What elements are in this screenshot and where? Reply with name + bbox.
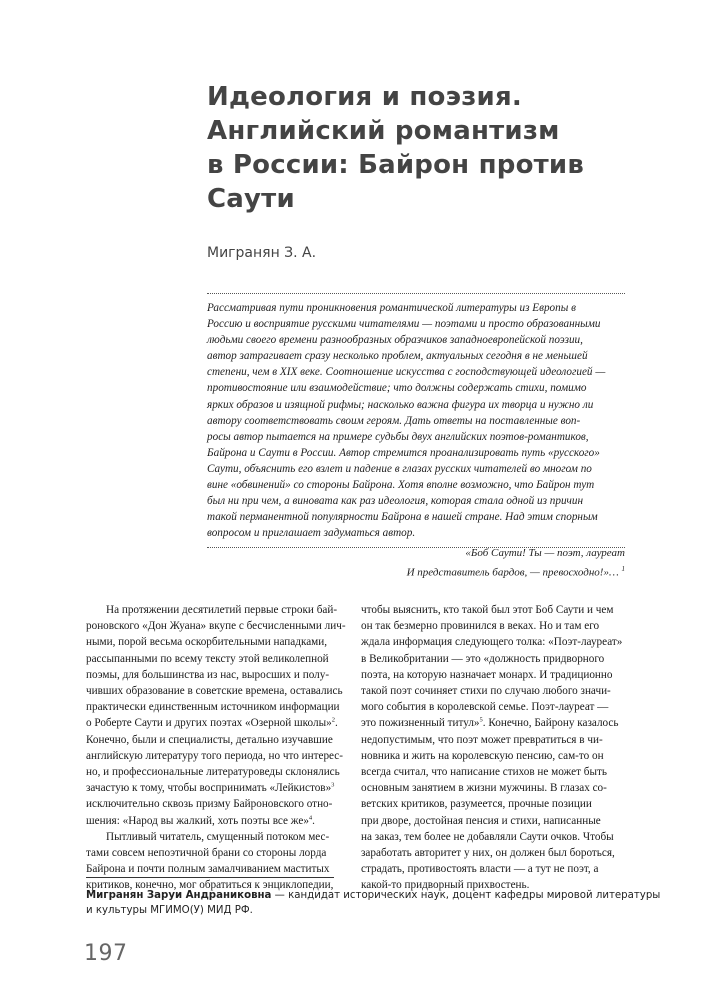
footnote-ref[interactable]: 3 (331, 781, 335, 789)
body-text-line: Пытливый читатель, смущенный потоком мес- (106, 830, 330, 843)
body-text-line: тами совсем непоэтичной брани со стороны лорда (86, 847, 327, 860)
body-text-line: поэмы, для большинства из нас, выросших и полу- (86, 668, 330, 681)
body-text-line: английскую литературу того периода, но что интерес- (86, 749, 343, 762)
body-text-line: ветских критиков, разумеется, прочные позиции (361, 798, 592, 811)
footnote-ref[interactable]: 5 (479, 716, 483, 724)
footnote-ref[interactable]: 4 (308, 813, 313, 821)
abstract-line: вине «обвинений» со стороны Байрона. Хотя вполне возможно, что Байрон тут (207, 479, 595, 492)
abstract-line: противостояние или взаимодействие; что должны содержать стихи, помимо (207, 382, 587, 395)
abstract-block (207, 293, 625, 548)
body-text-line: на заказ, тем более не добавляли Саути очков. Чтобы (361, 830, 614, 843)
body-text-line: критиков, конечно, мог обратиться к энциклопедии, (86, 879, 334, 892)
epigraph-line: «Боб Саути! Ты — поэт, лауреат (465, 547, 625, 559)
author-full-name: Мигранян Заруи Андраниковна (86, 890, 272, 901)
author-note-text: и культуры МГИМО(У) МИД РФ. (86, 904, 253, 916)
body-text-line: недопустимым, что поэт может превратиться в чи- (361, 733, 603, 746)
body-text-line: ждала информация следующего толка: «Поэт-лауреат» (361, 636, 623, 649)
abstract-line: ярких образов и изящной рифмы; насколько важна фигура их творца и нужно ли (207, 398, 594, 411)
author-note (86, 889, 660, 918)
body-column-left (86, 602, 352, 894)
footnote-ref[interactable]: 1 (621, 565, 625, 573)
body-text-line: страдать, противостоять власти — а тут не поэт, а (361, 863, 599, 876)
body-text-line: зачастую к тому, чтобы воспринимать «Лейкистов»$^3$ (86, 781, 335, 795)
body-text-line: это пожизненный титул»$^5$. Конечно, Байрону казалось (361, 716, 619, 730)
body-text-line: при дворе, достойная пенсия и стихи, написанные (361, 814, 601, 827)
abstract-line: автор затрагивает сразу несколько проблем, актуальных сегодня в не меньшей (207, 350, 588, 363)
body-text-line: мого события в королевской семье. Поэт-лауреат — (361, 701, 609, 714)
page-number: 197 (84, 941, 128, 966)
body-text-line: ными, порой весьма оскорбительными нападками, (86, 636, 328, 649)
abstract-line: вопросом и приглашает задуматься автор. (207, 527, 416, 540)
abstract-line: такой перманентной популярности Байрона в нашей стране. Над этим спорным (207, 511, 598, 524)
body-text-line: в Великобритании — это «должность придворного (361, 652, 605, 665)
body-text-line: поэта, на которую назначает монарх. И традиционно (361, 668, 613, 681)
body-text-line: Конечно, были и специалисты, детально изучавшие (86, 733, 333, 746)
abstract-line: автору соответствовать своим героям. Дать ответы на поставленные воп- (207, 414, 581, 427)
body-text-line: роновского «Дон Жуана» вкупе с бесчисленными лич- (86, 620, 346, 633)
abstract-line: степени, чем в XIX веке. Соотношение искусства с господствующей идеологией — (207, 366, 606, 379)
author-byline: Мигранян З. А. (207, 245, 317, 261)
abstract-line: Байрона и Саути в России. Автор стремится проанализировать путь «русского» (207, 446, 600, 459)
body-text-line: новника и жить на королевскую пенсию, сам-то он (361, 749, 604, 762)
body-text-line: основным занятием в жизни мужчины. В глазах со- (361, 782, 607, 795)
abstract-line: был ни при чем, а виновата как раз идеология, которая стала одной из причин (207, 495, 584, 508)
title-line: Английский романтизм (207, 116, 560, 146)
body-text-line: шения: «Народ вы жалкий, хоть поэты все же»$^4$. (86, 813, 315, 827)
author-note-text: — кандидат исторических наук, доцент кафедры мировой литературы (271, 890, 661, 901)
abstract-line: Россию и восприятие русскими читателями — поэтами и просто образованными (207, 318, 601, 331)
abstract-line: Саути, объяснить его взлет и падение в глазах русских читателей во многом по (207, 462, 592, 475)
body-text-line: чивших образование в советские времена, оставались (86, 685, 343, 698)
abstract-line: людьми своего времени разнообразных образчиков западноевропейской поэзии, (207, 334, 583, 347)
body-text-line: На протяжении десятилетий первые строки бай- (106, 604, 338, 616)
body-text-line: чтобы выяснить, кто такой был этот Боб Саути и чем (361, 604, 614, 616)
abstract-line: росы автор пытается на примере судьбы двух английских поэтов-романтиков, (207, 430, 589, 443)
epigraph-line: И представитель бардов, — превосходно!»… (406, 566, 619, 579)
abstract-line: Рассматривая пути проникновения романтической литературы из Европы в (207, 302, 576, 314)
body-text-line: он так безмерно провинился в веках. Но и там его (361, 620, 600, 633)
body-text-line: о Роберте Саути и других поэтах «Озерной школы»$^2$. (86, 716, 338, 730)
body-text-line: Байрона и почти полным замалчиванием маститых (86, 863, 330, 876)
footnote-divider (86, 877, 334, 878)
body-text-line: какой-то придворный прихвостень. (361, 879, 530, 892)
body-text-line: такой поэт сочиняет стихи по случаю любого значи- (361, 685, 611, 698)
title-line: Саути (207, 184, 295, 214)
body-text-line: исключительно сквозь призму Байроновского отно- (86, 798, 333, 811)
title-line: в России: Байрон против (207, 150, 584, 180)
epigraph (407, 545, 625, 581)
body-text-line: практически единственным источником информации (86, 701, 340, 714)
body-column-right (361, 602, 629, 894)
body-text-line: заработать авторитет у них, он должен был бороться, (361, 847, 615, 860)
body-text-line: но, и профессиональные литературоведы склонялись (86, 766, 340, 779)
footnote-ref[interactable]: 2 (331, 716, 335, 724)
article-title (207, 80, 627, 216)
body-text-line: рассыпанными по всему тексту этой великолепной (86, 652, 329, 665)
title-line: Идеология и поэзия. (207, 82, 522, 112)
body-text-line: всегда считал, что написание стихов не может быть (361, 766, 607, 779)
